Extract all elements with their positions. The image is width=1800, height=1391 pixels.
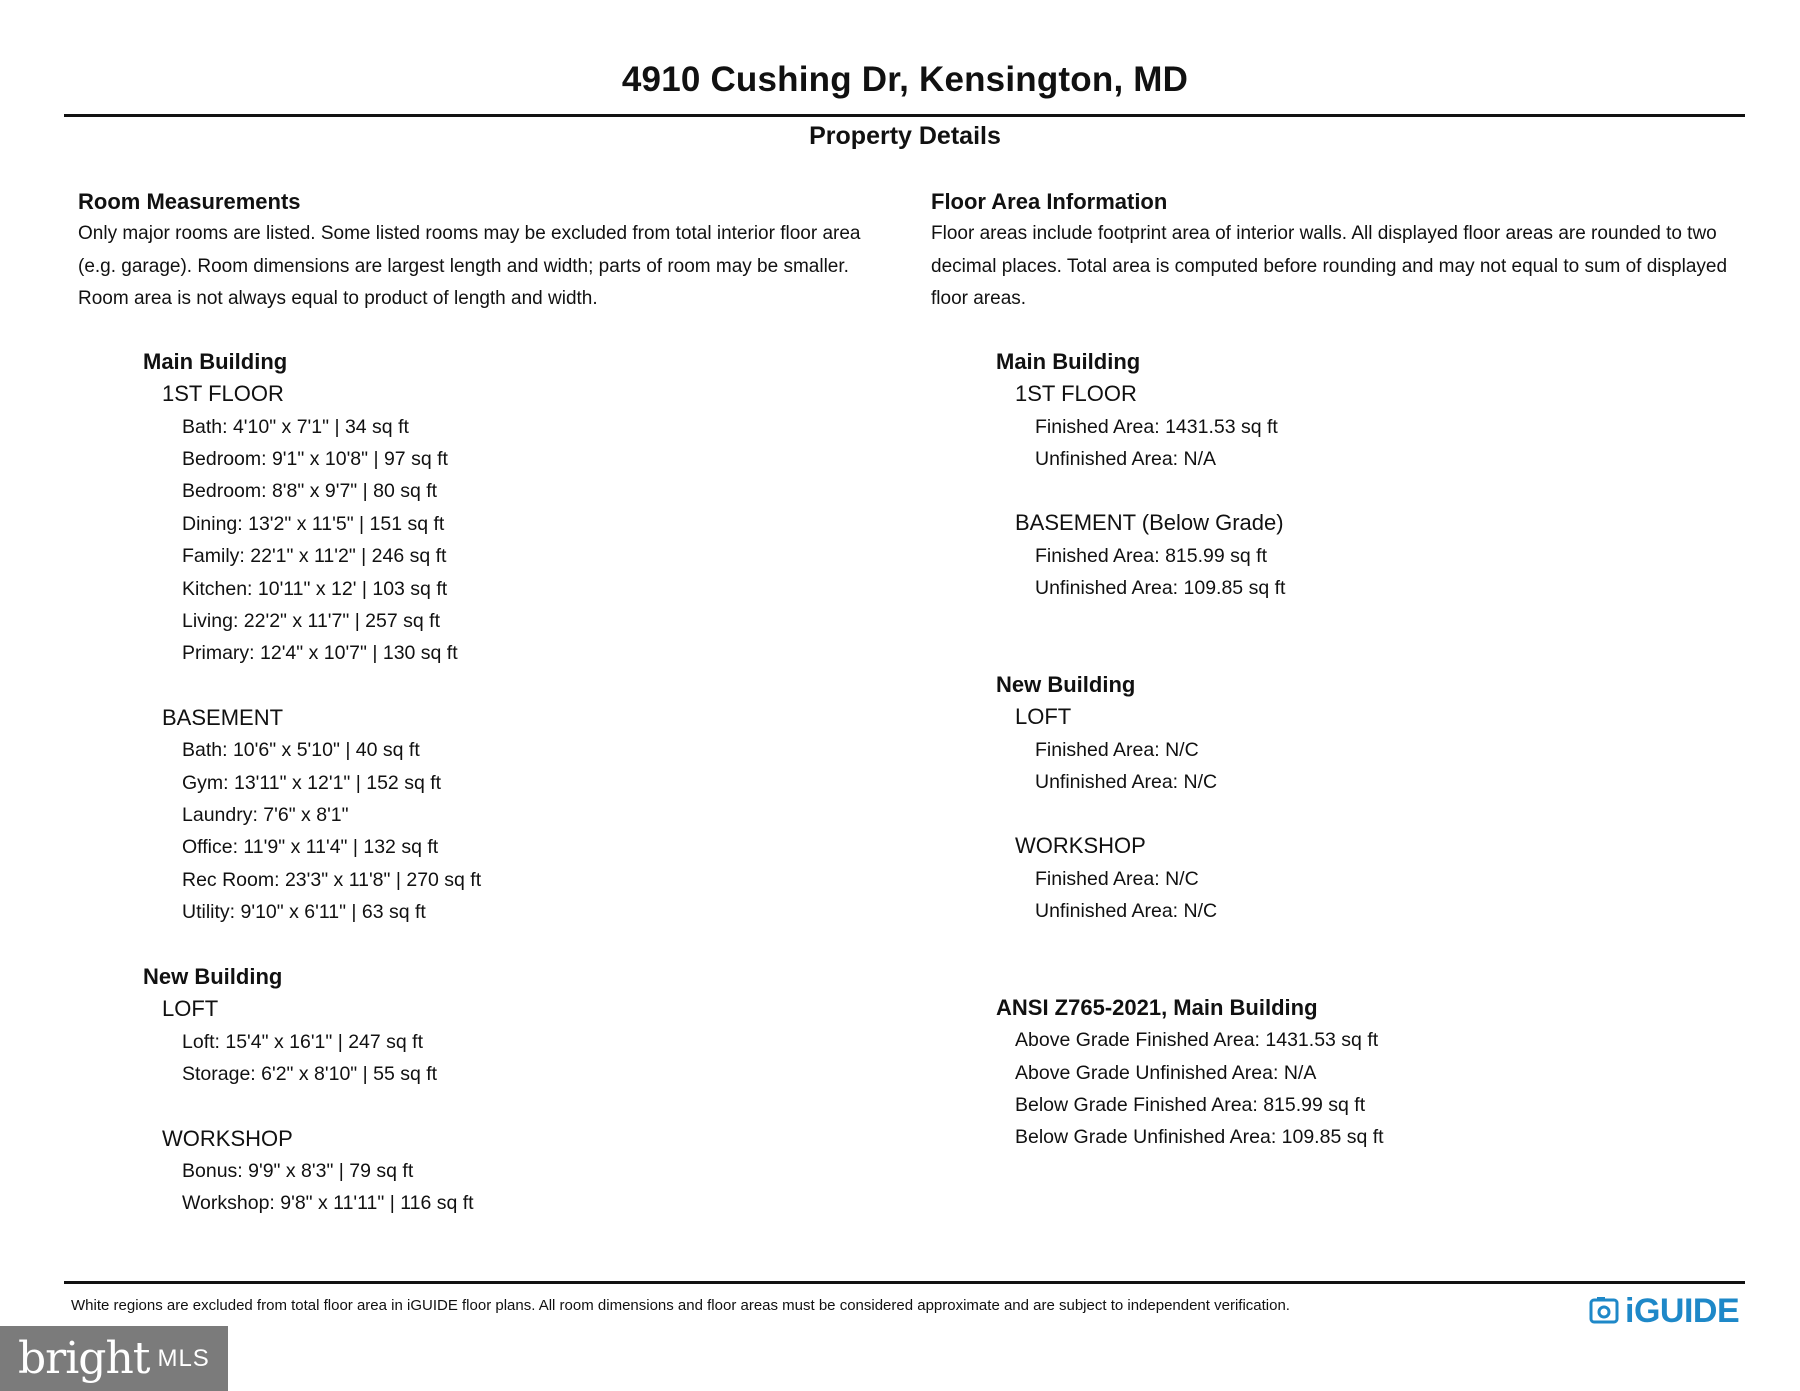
room-row: Bath: 4'10" x 7'1" | 34 sq ft [182, 415, 409, 438]
floor-area-section [931, 186, 1771, 1154]
building-name: Main Building [143, 348, 288, 374]
finished-area: Finished Area: 1431.53 sq ft [1035, 415, 1278, 438]
area-floor-loft [1015, 701, 1771, 798]
iguide-logo-text: iGUIDE [1625, 1291, 1740, 1330]
rooms-floor-workshop [162, 1123, 908, 1220]
ansi-line: Above Grade Finished Area: 1431.53 sq ft [1015, 1029, 1379, 1052]
room-row: Bedroom: 9'1" x 10'8" | 97 sq ft [182, 447, 448, 470]
description-line: Only major rooms are listed. Some listed rooms may be excluded from total interior floor area [78, 223, 861, 244]
room-row: Storage: 6'2" x 8'10" | 55 sq ft [182, 1063, 438, 1086]
unfinished-area: Unfinished Area: N/C [1035, 771, 1218, 794]
ansi-heading: ANSI Z765-2021, Main Building [996, 994, 1318, 1020]
description-line: decimal places. Total area is computed before rounding and may not equal to sum of displayed [931, 255, 1728, 277]
description-line: Floor areas include footprint area of interior walls. All displayed floor areas are rounded to two [931, 223, 1717, 244]
ansi-line: Below Grade Unfinished Area: 109.85 sq ft [1015, 1126, 1384, 1149]
floor-name: BASEMENT (Below Grade) [1015, 510, 1284, 536]
bright-mls-watermark [0, 1326, 228, 1391]
room-row: Workshop: 9'8" x 11'11" | 116 sq ft [182, 1192, 474, 1215]
finished-area: Finished Area: 815.99 sq ft [1035, 544, 1267, 567]
building-name: New Building [996, 671, 1136, 697]
floor-area-description [931, 218, 1771, 316]
unfinished-area: Unfinished Area: N/A [1035, 447, 1217, 470]
room-row: Bonus: 9'9" x 8'3" | 79 sq ft [182, 1160, 414, 1182]
ansi-line: Above Grade Unfinished Area: N/A [1015, 1061, 1317, 1084]
room-row: Primary: 12'4" x 10'7" | 130 sq ft [182, 642, 458, 665]
bright-wordmark: bright [18, 1332, 150, 1384]
floor-name: 1ST FLOOR [162, 381, 284, 406]
room-row: Laundry: 7'6" x 8'1" [182, 804, 349, 827]
room-measurements-description [78, 218, 908, 316]
floor-name: WORKSHOP [162, 1125, 293, 1151]
room-row: Office: 11'9" x 11'4" | 132 sq ft [182, 836, 439, 859]
room-row: Bath: 10'6" x 5'10" | 40 sq ft [182, 739, 420, 762]
floor-name: 1ST FLOOR [1015, 381, 1137, 406]
room-row: Utility: 9'10" x 6'11" | 63 sq ft [182, 901, 426, 924]
floor-name: WORKSHOP [1015, 833, 1146, 859]
rooms-new-building [143, 961, 908, 1220]
iguide-logo [1589, 1291, 1739, 1331]
room-row: Living: 22'2" x 11'7" | 257 sq ft [182, 609, 440, 632]
description-line: floor areas. [931, 288, 1027, 309]
area-main-building [996, 346, 1771, 605]
floor-name: BASEMENT [162, 704, 284, 730]
room-row: Loft: 15'4" x 16'1" | 247 sq ft [182, 1030, 424, 1053]
room-row: Family: 22'1" x 11'2" | 246 sq ft [182, 545, 447, 568]
area-new-building [996, 669, 1771, 928]
footer-disclaimer: White regions are excluded from total floor area in iGUIDE floor plans. All room dimensions and floor areas must be considered approximate and are subject to independent verification. [71, 1297, 1290, 1314]
building-name: New Building [143, 963, 283, 989]
area-floor-basement [1015, 507, 1771, 604]
unfinished-area: Unfinished Area: N/C [1035, 900, 1218, 923]
rooms-floor-basement [162, 702, 908, 929]
rooms-floor-1st [162, 378, 908, 670]
description-line: Room area is not always equal to product of length and width. [78, 288, 598, 309]
header-divider [64, 114, 1745, 117]
room-row: Kitchen: 10'11" x 12' | 103 sq ft [182, 577, 448, 600]
room-measurements-section [78, 186, 908, 1220]
area-floor-1st [1015, 378, 1771, 475]
room-measurements-heading: Room Measurements [78, 189, 301, 214]
building-name: Main Building [996, 348, 1141, 374]
ansi-main-building [996, 992, 1771, 1154]
floor-name: LOFT [1015, 704, 1072, 730]
room-row: Rec Room: 23'3" x 11'8" | 270 sq ft [182, 868, 482, 891]
room-row: Dining: 13'2" x 11'5" | 151 sq ft [182, 512, 445, 535]
ansi-line: Below Grade Finished Area: 815.99 sq ft [1015, 1094, 1366, 1117]
rooms-main-building [143, 346, 908, 929]
page-title: 4910 Cushing Dr, Kensington, MD [621, 60, 1189, 99]
room-row: Bedroom: 8'8" x 9'7" | 80 sq ft [182, 480, 438, 503]
ansi-lines [1015, 1024, 1771, 1154]
room-row: Gym: 13'11" x 12'1" | 152 sq ft [182, 771, 442, 794]
floor-area-heading: Floor Area Information [931, 189, 1168, 214]
rooms-floor-loft [162, 993, 908, 1090]
floor-name: LOFT [162, 996, 219, 1022]
page-subtitle: Property Details [809, 122, 1001, 150]
footer-divider [64, 1281, 1745, 1284]
description-line: (e.g. garage). Room dimensions are largest length and width; parts of room may be smaller. [78, 255, 849, 277]
finished-area: Finished Area: N/C [1035, 867, 1199, 890]
finished-area: Finished Area: N/C [1035, 738, 1199, 761]
area-floor-workshop [1015, 830, 1771, 927]
iguide-camera-icon [1589, 1296, 1619, 1326]
unfinished-area: Unfinished Area: 109.85 sq ft [1035, 577, 1286, 600]
mls-wordmark: MLS [157, 1344, 210, 1372]
